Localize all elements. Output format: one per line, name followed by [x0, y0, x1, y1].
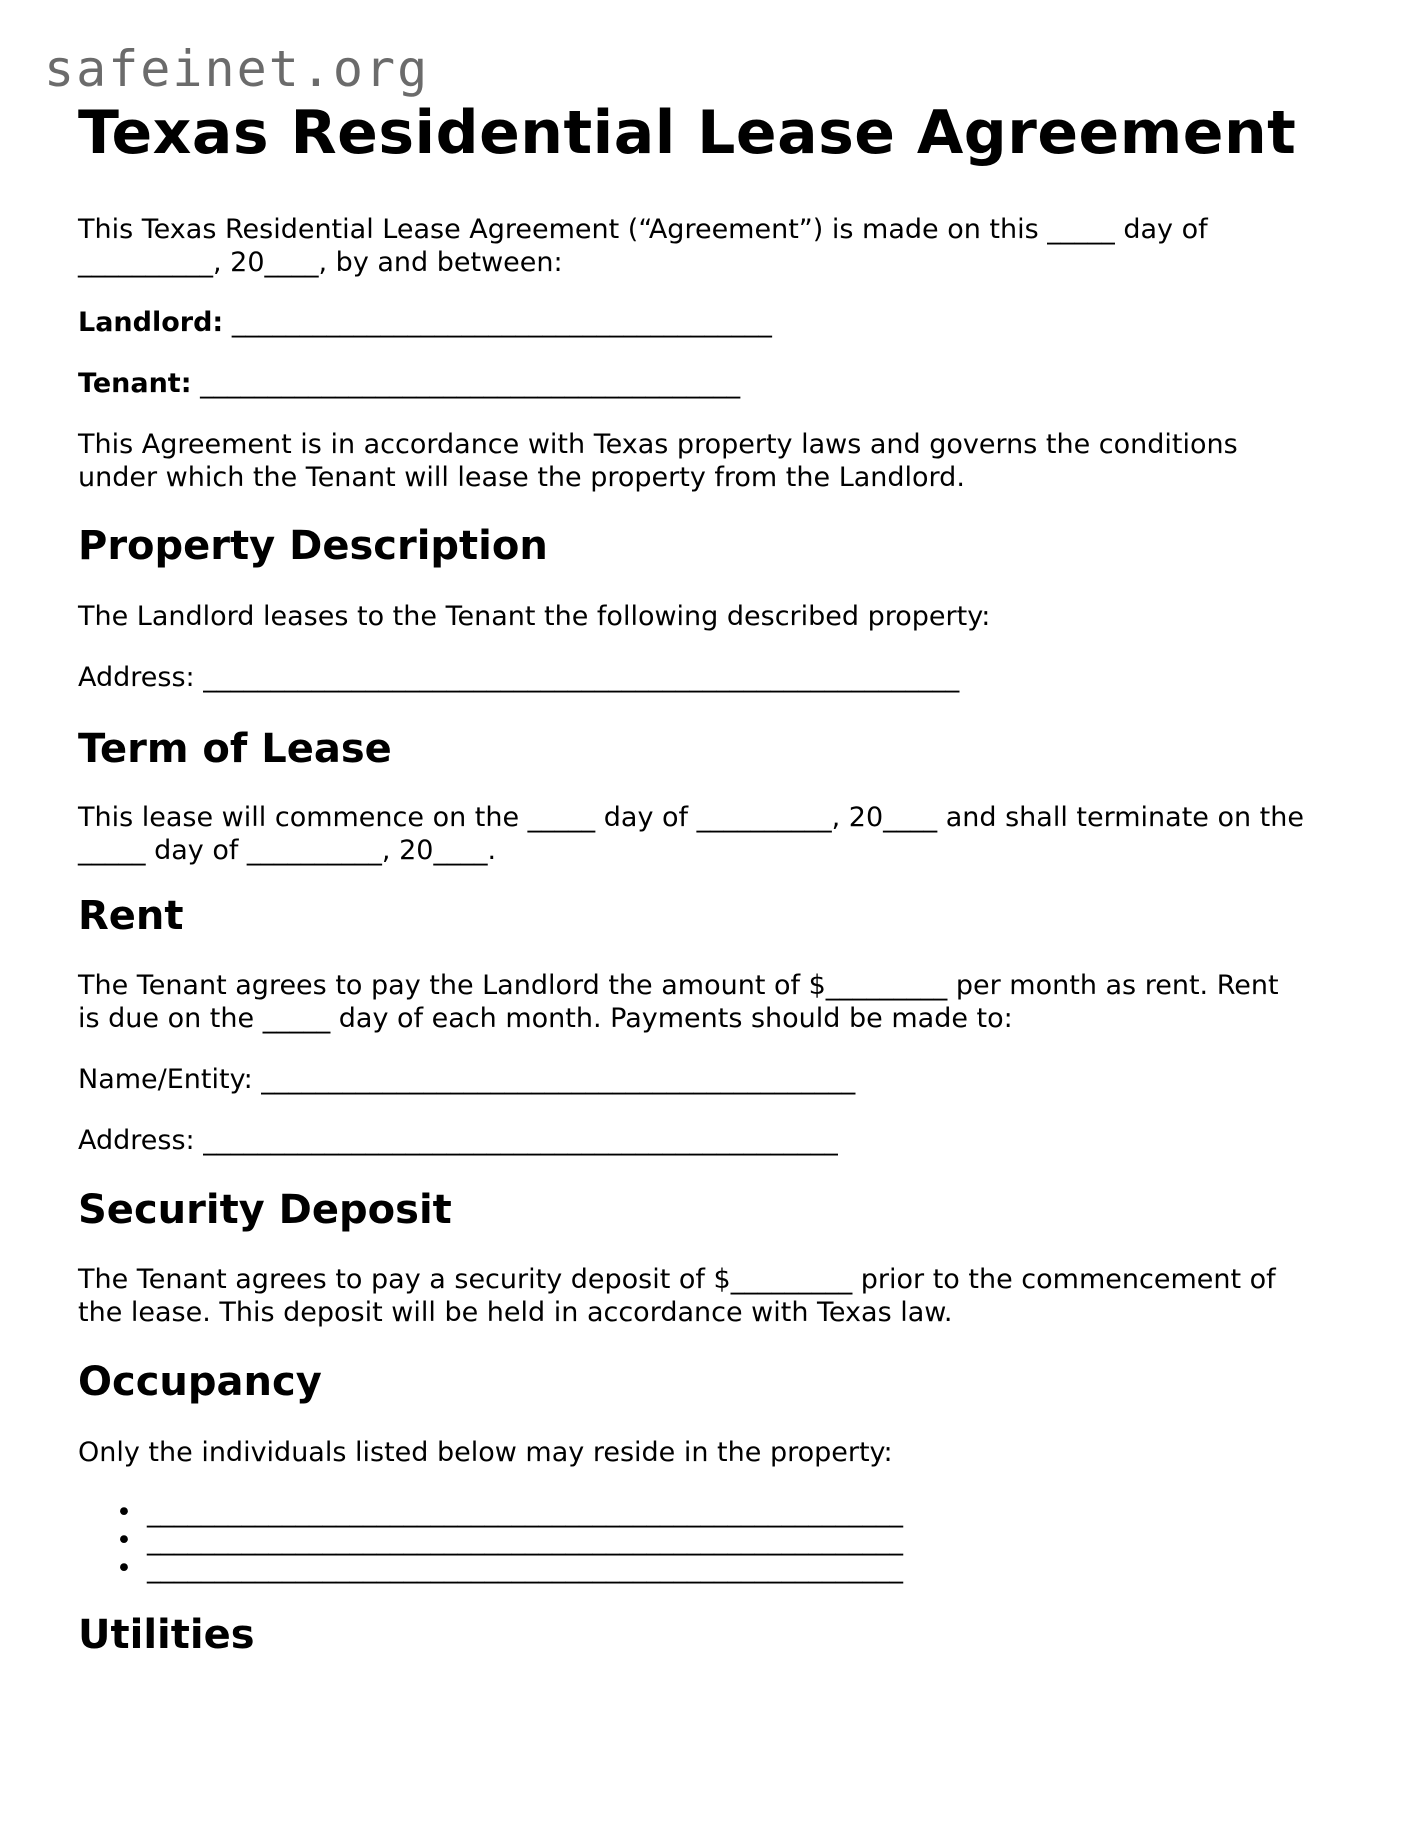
document-page: [78, 96, 1358, 1659]
rent-line-1: The Tenant agrees to pay the Landlord the amount of $_________ per month as rent. Rent: [78, 970, 1279, 1001]
term-line-2: _____ day of __________, 20____.: [78, 835, 497, 866]
rent-name-entity: Name/Entity: ____________________________________________: [78, 1064, 856, 1095]
occupancy-heading: Occupancy: [78, 1359, 322, 1405]
rent-address: Address: _______________________________________________: [78, 1125, 838, 1156]
accordance-line-2: under which the Tenant will lease the property from the Landlord.: [78, 462, 965, 493]
bullet-icon: •: [116, 1497, 132, 1528]
tenant-line: [78, 367, 1358, 400]
term-heading: Term of Lease: [78, 726, 392, 772]
landlord-blank: ________________________________________: [231, 307, 772, 338]
intro-paragraph: [78, 213, 1358, 279]
occupant-list: [78, 1499, 1358, 1583]
rent-heading: Rent: [78, 893, 184, 939]
landlord-label: Landlord:: [78, 307, 224, 338]
utilities-heading: Utilities: [78, 1612, 255, 1658]
rent-line-2: is due on the _____ day of each month. Payments should be made to:: [78, 1003, 1013, 1034]
term-paragraph: [78, 801, 1358, 867]
term-line-1: This lease will commence on the _____ day of __________, 20____ and shall terminate on the: [78, 802, 1304, 833]
deposit-line-1: The Tenant agrees to pay a security deposit of $_________ prior to the commencement of: [78, 1264, 1276, 1295]
tenant-blank: ________________________________________: [200, 368, 741, 399]
deposit-paragraph: [78, 1263, 1358, 1329]
occupant-item: [78, 1527, 1358, 1555]
accordance-paragraph: [78, 428, 1358, 494]
landlord-line: [78, 306, 1358, 339]
deposit-line-2: the lease. This deposit will be held in accordance with Texas law.: [78, 1297, 953, 1328]
intro-line-2: __________, 20____, by and between:: [78, 247, 563, 278]
occupant-blank: ________________________________________________________: [147, 1525, 903, 1556]
intro-line-1: This Texas Residential Lease Agreement (“Agreement”) is made on this _____ day of: [78, 214, 1208, 245]
occupant-item: [78, 1555, 1358, 1583]
deposit-heading: Security Deposit: [78, 1187, 452, 1233]
accordance-line-1: This Agreement is in accordance with Texas property laws and governs the conditions: [78, 429, 1238, 460]
property-text: The Landlord leases to the Tenant the following described property:: [78, 601, 991, 632]
occupancy-text: Only the individuals listed below may reside in the property:: [78, 1437, 893, 1468]
occupant-blank: ________________________________________________________: [147, 1553, 903, 1584]
property-address: Address: ________________________________________________________: [78, 662, 960, 693]
page-title: Texas Residential Lease Agreement: [78, 98, 1297, 168]
tenant-label: Tenant:: [78, 368, 192, 399]
property-heading: Property Description: [78, 523, 548, 569]
rent-paragraph: [78, 969, 1358, 1035]
occupant-item: [78, 1499, 1358, 1527]
watermark: safeinet.org: [44, 40, 430, 98]
occupant-blank: ________________________________________________________: [147, 1497, 903, 1528]
bullet-icon: •: [116, 1525, 132, 1556]
bullet-icon: •: [116, 1553, 132, 1584]
